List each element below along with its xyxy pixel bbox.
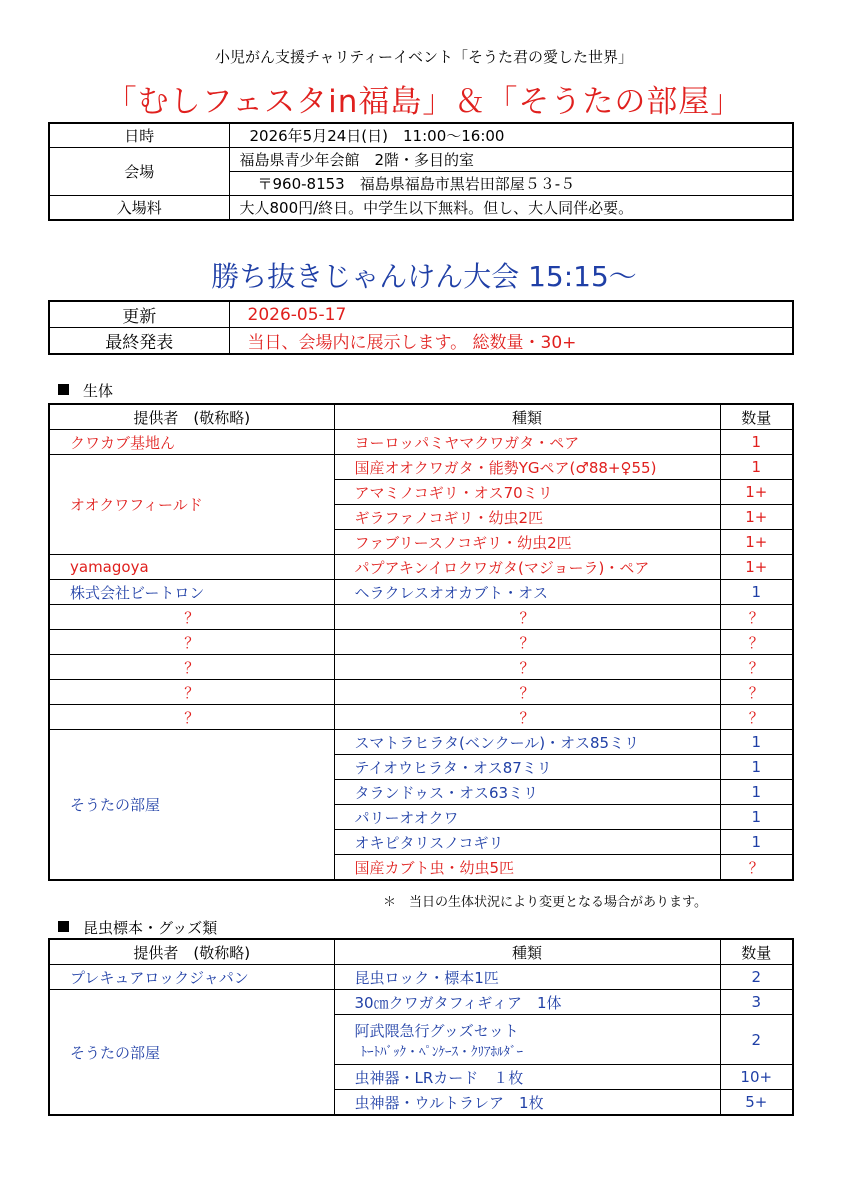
kind-cell bbox=[334, 855, 720, 881]
kind-text: ？ bbox=[519, 658, 535, 677]
qty-cell: 2 bbox=[720, 1015, 793, 1065]
venue-label: 会場 bbox=[49, 148, 229, 196]
event-subtitle: 小児がん支援チャリティーイベント「そうた君の愛した世界」 bbox=[214, 48, 634, 66]
kind-text: 虫神器・LRカード １枚 bbox=[354, 1068, 524, 1087]
header-qty: 数量 bbox=[720, 939, 793, 965]
table-row bbox=[49, 630, 793, 655]
kind-text: スマトラヒラタ(ベンクール)・オス85ミリ bbox=[354, 733, 640, 752]
kind-cell bbox=[334, 705, 720, 730]
event-title: 「むしフェスタin福島」＆「そうたの部屋」 bbox=[105, 84, 743, 120]
table-row bbox=[49, 655, 793, 680]
qty-cell: 1+ bbox=[720, 505, 793, 530]
kind-cell bbox=[334, 1090, 720, 1116]
provider-cell: 株式会社ビートロン bbox=[49, 580, 334, 605]
qty-cell: 5+ bbox=[720, 1090, 793, 1116]
table-row bbox=[49, 990, 793, 1015]
kind-cell bbox=[334, 680, 720, 705]
live-table bbox=[48, 403, 794, 881]
table-row bbox=[49, 705, 793, 730]
kind-cell bbox=[334, 1015, 720, 1065]
kind-cell bbox=[334, 965, 720, 990]
kind-text: 国産オオクワガタ・能勢YGペア(♂88+♀55) bbox=[354, 458, 657, 477]
fee-value: 大人800円/終日。中学生以下無料。但し、大人同伴必要。 bbox=[229, 196, 793, 221]
table-row bbox=[49, 455, 793, 480]
qty-cell: 1 bbox=[720, 455, 793, 480]
kind-text: タランドゥス・オス63ミリ bbox=[354, 783, 539, 802]
qty-cell: 1 bbox=[720, 780, 793, 805]
final-label: 最終発表 bbox=[49, 328, 229, 355]
table-row bbox=[49, 605, 793, 630]
kind-subtext: ﾄｰﾄﾊﾞｯｸ・ﾍﾟﾝｹｰｽ・ｸﾘｱﾎﾙﾀﾞｰ bbox=[360, 1044, 524, 1060]
kind-cell bbox=[334, 605, 720, 630]
kind-cell bbox=[334, 430, 720, 455]
venue-line1: 福島県青少年会館 2階・多目的室 bbox=[229, 148, 793, 172]
kind-text: ？ bbox=[519, 633, 535, 652]
kind-text: 昆虫ロック・標本1匹 bbox=[354, 968, 499, 987]
qty-cell: 1 bbox=[720, 430, 793, 455]
kind-text: ？ bbox=[519, 683, 535, 702]
table-header-row bbox=[49, 404, 793, 430]
header-kind: 種類 bbox=[334, 939, 720, 965]
kind-cell bbox=[334, 530, 720, 555]
qty-cell: 2 bbox=[720, 965, 793, 990]
qty-cell: ？ bbox=[720, 705, 793, 730]
datetime-label: 日時 bbox=[49, 123, 229, 148]
goods-section-title: 昆虫標本・グッズ類 bbox=[83, 919, 218, 937]
kind-cell bbox=[334, 480, 720, 505]
qty-cell: 3 bbox=[720, 990, 793, 1015]
kind-text: 30㎝クワガタフィギィア 1体 bbox=[354, 993, 562, 1012]
table-row bbox=[49, 430, 793, 455]
live-section-title: 生体 bbox=[83, 382, 114, 400]
qty-cell: 1 bbox=[720, 755, 793, 780]
info-row-venue bbox=[49, 148, 793, 172]
updated-value: 2026-05-17 bbox=[229, 301, 793, 328]
kind-cell bbox=[334, 830, 720, 855]
square-bullet-icon bbox=[58, 384, 69, 395]
provider-cell: ？ bbox=[49, 655, 334, 680]
info-row-fee bbox=[49, 196, 793, 221]
kind-cell bbox=[334, 755, 720, 780]
kind-text: パプアキンイロクワガタ(マジョーラ)・ペア bbox=[354, 558, 650, 577]
header-provider: 提供者 (敬称略) bbox=[49, 939, 334, 965]
header-provider: 提供者 (敬称略) bbox=[49, 404, 334, 430]
qty-cell: 10+ bbox=[720, 1065, 793, 1090]
header-kind: 種類 bbox=[334, 404, 720, 430]
kind-text: ヘラクレスオオカブト・オス bbox=[354, 583, 549, 602]
kind-text: ？ bbox=[519, 608, 535, 627]
final-value: 当日、会場内に展示します。 総数量・30+ bbox=[229, 328, 793, 355]
qty-cell: 1 bbox=[720, 730, 793, 755]
provider-cell: ？ bbox=[49, 705, 334, 730]
provider-cell: クワカブ基地ん bbox=[49, 430, 334, 455]
live-note: ＊ 当日の生体状況により変更となる場合があります。 bbox=[383, 895, 707, 910]
kind-cell bbox=[334, 455, 720, 480]
update-table bbox=[48, 300, 794, 355]
qty-cell: 1 bbox=[720, 805, 793, 830]
qty-cell: ？ bbox=[720, 655, 793, 680]
provider-cell: そうたの部屋 bbox=[49, 730, 334, 881]
kind-text: ヨーロッパミヤマクワガタ・ペア bbox=[354, 433, 580, 452]
kind-cell bbox=[334, 990, 720, 1015]
square-bullet-icon bbox=[58, 921, 69, 932]
kind-cell bbox=[334, 780, 720, 805]
provider-cell: ？ bbox=[49, 605, 334, 630]
qty-cell: 1+ bbox=[720, 480, 793, 505]
venue-line2: 〒960-8153 福島県福島市黒岩田部屋５３-５ bbox=[229, 172, 793, 196]
info-row-datetime bbox=[49, 123, 793, 148]
kind-text: 国産カブト虫・幼虫5匹 bbox=[354, 858, 515, 877]
kind-cell bbox=[334, 505, 720, 530]
kind-text: テイオウヒラタ・オス87ミリ bbox=[354, 758, 552, 777]
table-row bbox=[49, 555, 793, 580]
datetime-value: 2026年5月24日(日) 11:00～16:00 bbox=[229, 123, 793, 148]
table-row bbox=[49, 580, 793, 605]
kind-cell bbox=[334, 730, 720, 755]
kind-text: ギラファノコギリ・幼虫2匹 bbox=[354, 508, 543, 527]
qty-cell: ？ bbox=[720, 605, 793, 630]
header-qty: 数量 bbox=[720, 404, 793, 430]
provider-cell: yamagoya bbox=[49, 555, 334, 580]
kind-cell bbox=[334, 630, 720, 655]
kind-text: 虫神器・ウルトラレア 1枚 bbox=[354, 1093, 544, 1112]
provider-cell: オオクワフィールド bbox=[49, 455, 334, 555]
kind-text: アマミノコギリ・オス70ミリ bbox=[354, 483, 553, 502]
kind-cell bbox=[334, 805, 720, 830]
kind-text: ファブリースノコギリ・幼虫2匹 bbox=[354, 533, 572, 552]
kind-cell bbox=[334, 1065, 720, 1090]
fee-label: 入場料 bbox=[49, 196, 229, 221]
provider-cell: ？ bbox=[49, 680, 334, 705]
updated-label: 更新 bbox=[49, 301, 229, 328]
kind-text: パリーオオクワ bbox=[354, 808, 459, 827]
kind-cell bbox=[334, 555, 720, 580]
qty-cell: ？ bbox=[720, 630, 793, 655]
kind-cell bbox=[334, 580, 720, 605]
goods-section-heading bbox=[58, 917, 217, 938]
table-row bbox=[49, 730, 793, 755]
table-row bbox=[49, 965, 793, 990]
qty-cell: 1+ bbox=[720, 530, 793, 555]
kind-text: 阿武隈急行グッズセット bbox=[354, 1021, 519, 1040]
qty-cell: 1 bbox=[720, 580, 793, 605]
janken-headline: 勝ち抜きじゃんけん大会 15:15～ bbox=[211, 260, 637, 293]
table-header-row bbox=[49, 939, 793, 965]
provider-cell: ？ bbox=[49, 630, 334, 655]
provider-cell: そうたの部屋 bbox=[49, 990, 334, 1116]
table-row bbox=[49, 680, 793, 705]
provider-cell: プレキュアロックジャパン bbox=[49, 965, 334, 990]
kind-text: オキピタリスノコギリ bbox=[354, 833, 504, 852]
goods-table bbox=[48, 938, 794, 1116]
qty-cell: 1 bbox=[720, 830, 793, 855]
kind-text: ？ bbox=[519, 708, 535, 727]
event-info-table bbox=[48, 122, 794, 221]
qty-cell: 1+ bbox=[720, 555, 793, 580]
kind-cell bbox=[334, 655, 720, 680]
qty-cell: ？ bbox=[720, 855, 793, 881]
live-section-heading bbox=[58, 380, 113, 401]
qty-cell: ？ bbox=[720, 680, 793, 705]
